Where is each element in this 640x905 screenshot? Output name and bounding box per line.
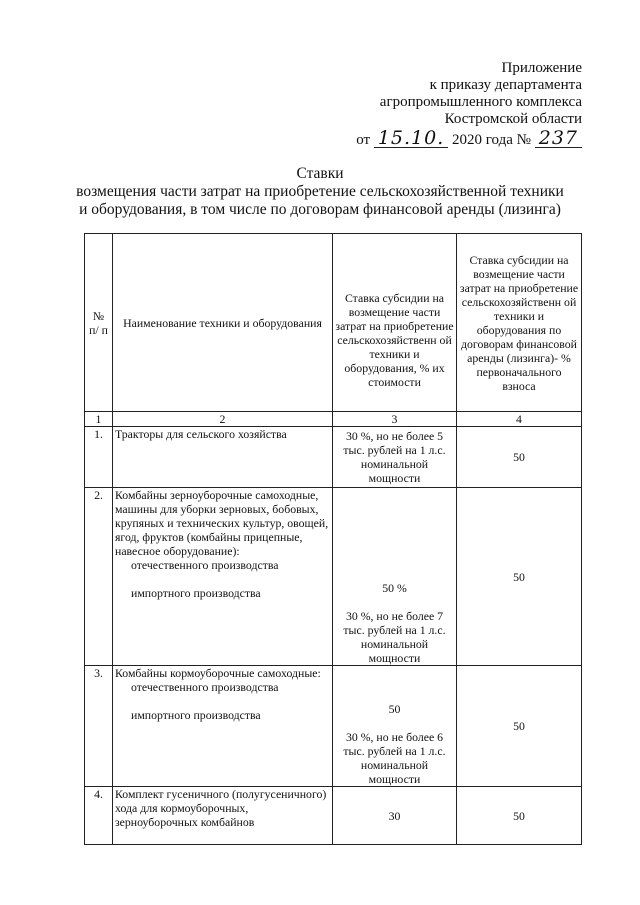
row-lease: 50	[457, 666, 582, 787]
title-line: Ставки	[296, 165, 344, 182]
rates-table	[84, 233, 582, 845]
header-line: агропромышленного комплекса	[379, 94, 582, 110]
row-lease: 50	[457, 787, 582, 845]
row-subitem: импортного производства	[131, 586, 261, 600]
row-number: 2.	[85, 488, 113, 666]
title-line: возмещения части затрат на приобретение сельскохозяйственной техники	[76, 183, 564, 200]
header-cell-rate: Ставка субсидии на возмещение части затрат на приобретение сельскохозяйственн ой техники и оборудования, % их стоимости	[333, 234, 457, 412]
row-subitem: отечественного производства	[131, 680, 279, 694]
year-text: 2020 года №	[452, 132, 531, 148]
row-rate: 50 %	[382, 581, 407, 595]
row-name-cell	[113, 666, 333, 787]
handwritten-date: 15.10.	[374, 130, 448, 148]
row-name: Комплект гусеничного (полугусеничного) хода для кормоуборочных, зерноуборочных комбайнов	[113, 787, 333, 845]
row-lease: 50	[457, 427, 582, 488]
row-number: 4.	[85, 787, 113, 845]
row-rate: 50	[388, 702, 401, 716]
column-number: 1	[85, 412, 113, 427]
table-row	[85, 488, 582, 666]
title-line: и оборудования, в том числе по договорам финансовой аренды (лизинга)	[79, 201, 561, 218]
header-cell-number: № п/ п	[85, 234, 113, 412]
order-date-line	[356, 127, 582, 149]
row-rate: 30	[333, 787, 457, 845]
header-cell-name: Наименование техники и оборудования	[113, 234, 333, 412]
header-line: Приложение	[501, 60, 582, 76]
header-cell-lease: Ставка субсидии на возмещение части затрат на приобретение сельскохозяйственн ой техники и оборудования по договорам финансовой аренды (лизинга)- % первоначального взноса	[457, 234, 582, 412]
approval-header	[356, 60, 582, 149]
row-lease: 50	[457, 488, 582, 666]
row-name: Тракторы для сельского хозяйства	[113, 427, 333, 488]
row-rate-cell	[333, 666, 457, 787]
header-line: Костромской области	[444, 111, 582, 127]
table-row	[85, 427, 582, 488]
row-rate-cell	[333, 488, 457, 666]
column-number: 3	[333, 412, 457, 427]
row-number: 1.	[85, 427, 113, 488]
header-line: к приказу департамента	[429, 77, 582, 93]
handwritten-order-number: 237	[535, 130, 582, 148]
document-title	[0, 165, 640, 219]
row-number: 3.	[85, 666, 113, 787]
row-rate: 30 %, но не более 7 тыс. рублей на 1 л.с. номинальной мощности	[343, 609, 446, 665]
column-number-row	[85, 412, 582, 427]
row-rate: 30 %, но не более 5 тыс. рублей на 1 л.с. номинальной мощности	[333, 427, 457, 488]
row-subitem: отечественного производства	[131, 558, 279, 572]
column-number: 4	[457, 412, 582, 427]
row-name-cell	[113, 488, 333, 666]
row-name: Комбайны зерноуборочные самоходные, машины для уборки зерновых, бобовых, крупяных и технических культур, овощей, ягод, фруктов (комбайны прицепные, навесное оборудование):	[115, 488, 329, 558]
date-prefix: от	[356, 132, 371, 148]
table-row	[85, 787, 582, 845]
row-rate: 30 %, но не более 6 тыс. рублей на 1 л.с. номинальной мощности	[343, 730, 446, 786]
table-header-row	[85, 234, 582, 412]
column-number: 2	[113, 412, 333, 427]
row-name: Комбайны кормоуборочные самоходные:	[115, 666, 321, 680]
table-row	[85, 666, 582, 787]
row-subitem: импортного производства	[131, 708, 261, 722]
